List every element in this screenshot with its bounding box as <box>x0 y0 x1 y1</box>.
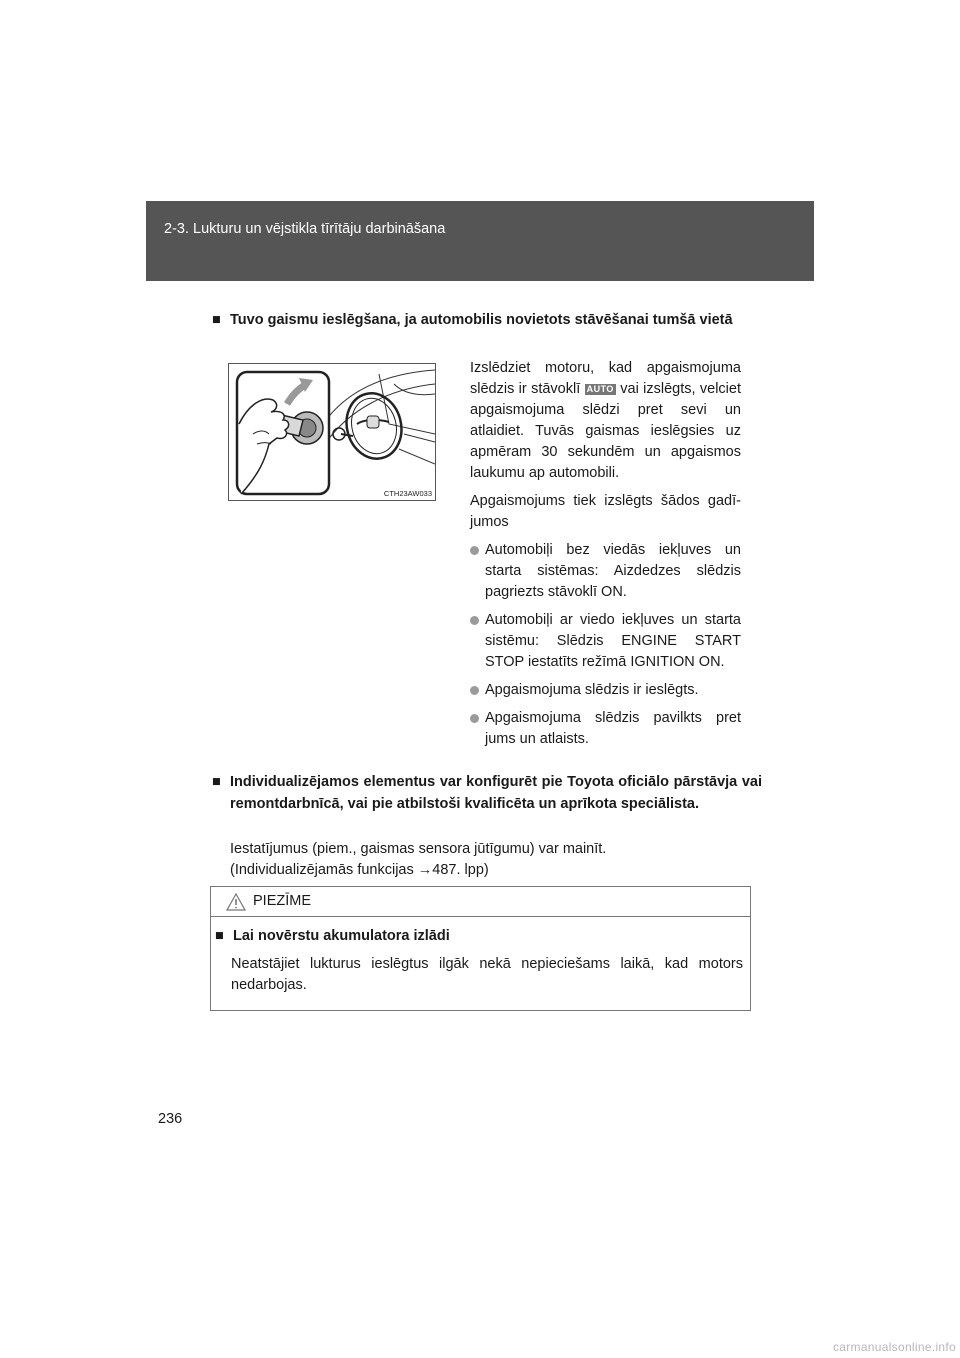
section-title-parking-lights <box>212 309 762 331</box>
square-bullet-icon: ■ <box>212 774 221 790</box>
list-item <box>470 540 741 603</box>
list-item-text: Apgaismojuma slēdzis pavilkts pret jums un atlaists. <box>485 710 741 747</box>
warning-triangle-icon <box>226 893 246 911</box>
list-item-text: Apgaismojuma slēdzis ir ieslēgts. <box>485 682 699 698</box>
square-bullet-icon: ■ <box>215 928 224 944</box>
notice-box <box>210 886 751 1011</box>
section-title-customization <box>212 771 762 815</box>
instruction-text-part2: vai izslēgts, velciet apgaismojuma slēdzi pret sevi un atlaidiet. Tuvās gaismas ieslēgsies uz apmēram 30 sekundēm un apgaismos laukumu ap automobili. <box>470 381 741 481</box>
lever-pull-illustration-svg <box>229 364 435 500</box>
parking-lights-description <box>470 358 741 757</box>
instruction-paragraph <box>470 358 741 484</box>
notice-subtitle <box>215 928 450 944</box>
notice-header <box>211 887 750 917</box>
list-item-text: Automobiļi ar viedo iekļuves un starta sistēmu: Slēdzis ENGINE START STOP iestatīts režīmā IGNITION ON. <box>485 612 741 670</box>
list-item <box>470 680 741 701</box>
round-bullet-icon <box>470 546 479 555</box>
site-watermark: carmanualsonline.info <box>832 1340 956 1354</box>
square-bullet-icon: ■ <box>212 312 221 328</box>
auto-position-icon: AUTO <box>586 384 614 394</box>
turn-off-conditions-list <box>470 540 741 750</box>
customization-body <box>230 839 744 881</box>
list-item-text: Automobiļi bez viedās iekļuves un starta sistēmas: Aizdedzes slēdzis pagriezts stāvoklī ON. <box>485 542 741 600</box>
section-header-title: 2-3. Lukturu un vējstikla tīrītāju darbināšana <box>164 221 446 237</box>
section-header-band <box>146 201 814 281</box>
section-title-text: Individualizējamos elementus var konfigurēt pie Toyota oficiālo pārstāvja vai remontdarbnīcā, vai pie atbilstoši kvalificēta un aprīkota speciālista. <box>230 774 762 812</box>
round-bullet-icon <box>470 616 479 625</box>
page-number: 236 <box>158 1111 183 1127</box>
round-bullet-icon <box>470 686 479 695</box>
notice-title: PIEZĪME <box>253 893 312 909</box>
customization-reference: (Individualizējamās funkcijas →487. lpp) <box>230 862 489 878</box>
list-item <box>470 708 741 750</box>
notice-subtitle-text: Lai novērstu akumulatora izlādi <box>233 928 450 944</box>
figure-code: CTH23AW033 <box>383 489 432 498</box>
headlight-switch-illustration <box>228 363 436 501</box>
notice-body: Neatstājiet lukturus ieslēgtus ilgāk nekā nepieciešams laikā, kad motors nedarbojas. <box>231 956 743 993</box>
round-bullet-icon <box>470 714 479 723</box>
customization-text: Iestatījumus (piem., gaismas sensora jūtīgumu) var mainīt. <box>230 841 607 857</box>
list-item <box>470 610 741 673</box>
section-title-text: Tuvo gaismu ieslēgšana, ja automobilis novietots stāvēšanai tumšā vietā <box>230 312 733 328</box>
turn-off-conditions-intro: Apgaismojums tiek izslēgts šādos gadījumos <box>470 493 741 530</box>
instruction-text-part1: Izslēdziet motoru, kad apgaismojuma slēdzis ir stāvoklī <box>470 360 741 397</box>
